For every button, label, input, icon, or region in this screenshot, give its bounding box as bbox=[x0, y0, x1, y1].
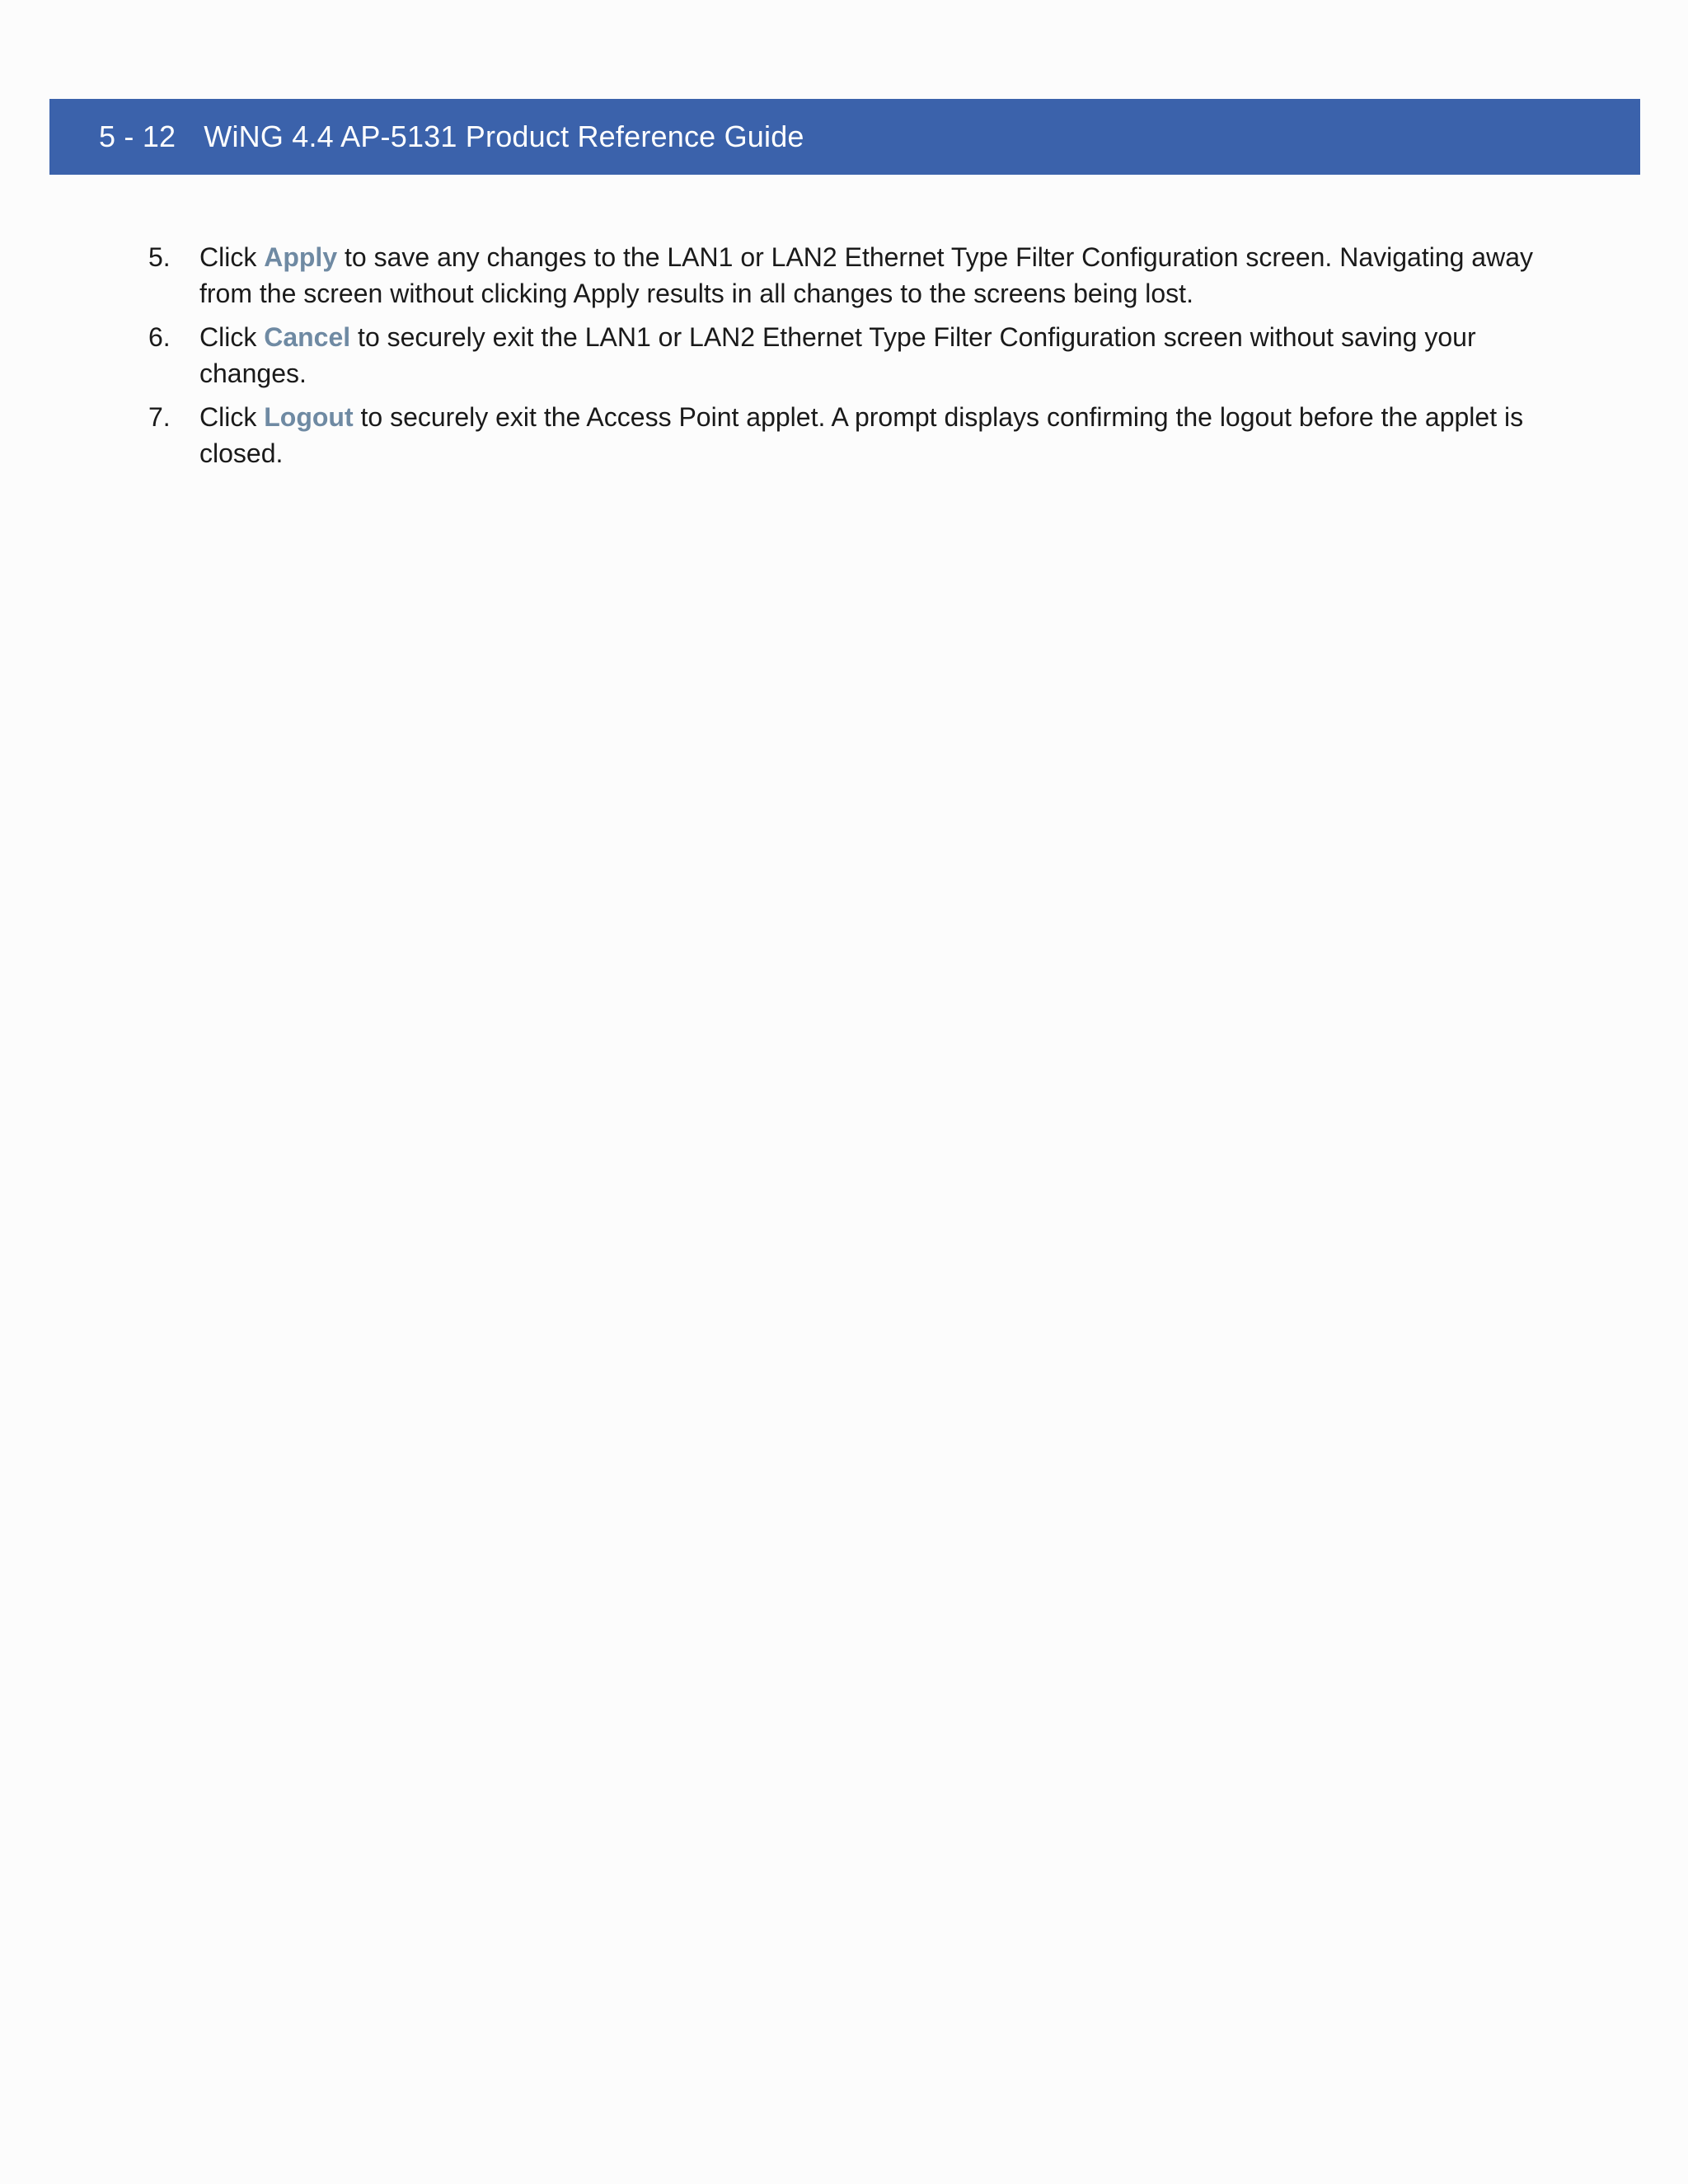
step-suffix: to securely exit the Access Point applet. A prompt displays confirming the logout before the applet is closed. bbox=[199, 402, 1524, 468]
step-text bbox=[199, 319, 1550, 391]
step-item bbox=[148, 319, 1550, 391]
step-suffix: to save any changes to the LAN1 or LAN2 Ethernet Type Filter Configuration screen. Navigating away from the screen without clicking Apply results in all changes to the screens being lost. bbox=[199, 242, 1533, 308]
step-text bbox=[199, 239, 1550, 312]
step-number: 5. bbox=[148, 242, 171, 272]
guide-title: WiNG 4.4 AP-5131 Product Reference Guide bbox=[204, 120, 804, 153]
step-prefix: Click bbox=[199, 242, 265, 272]
step-item bbox=[148, 399, 1550, 471]
procedure-steps bbox=[148, 239, 1550, 479]
step-prefix: Click bbox=[199, 322, 265, 352]
cancel-term: Cancel bbox=[264, 322, 351, 352]
step-number: 7. bbox=[148, 402, 171, 432]
step-text bbox=[199, 399, 1550, 471]
apply-term: Apply bbox=[264, 242, 338, 272]
step-item bbox=[148, 239, 1550, 312]
step-suffix: to securely exit the LAN1 or LAN2 Ethernet Type Filter Configuration screen without saving your changes. bbox=[199, 322, 1476, 388]
page-header-band bbox=[49, 99, 1640, 175]
page-number: 5 - 12 bbox=[99, 120, 176, 153]
step-number: 6. bbox=[148, 322, 171, 352]
logout-term: Logout bbox=[264, 402, 354, 432]
step-prefix: Click bbox=[199, 402, 265, 432]
